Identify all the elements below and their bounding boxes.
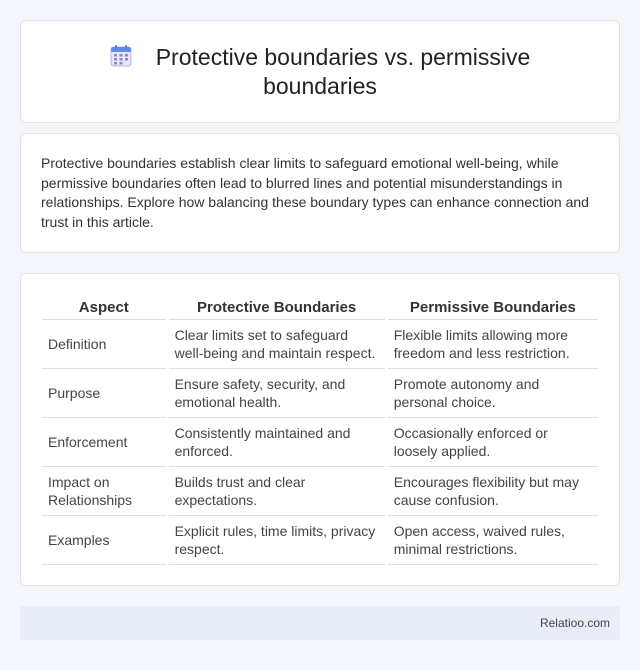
title-card xyxy=(20,20,620,123)
table-row xyxy=(42,369,598,418)
intro-text: Protective boundaries establish clear limits to safeguard emotional well-being, while permissive boundaries often lead to blurred lines and potential misunderstandings in relationships. Explore how balancing these boundary types can enhance connection and trust in this article. xyxy=(41,155,589,230)
comparison-table-card xyxy=(20,273,620,586)
row-aspect: Enforcement xyxy=(42,418,166,467)
row-aspect: Examples xyxy=(42,516,166,565)
row-protective: Clear limits set to safeguard well-being and maintain respect. xyxy=(169,320,385,369)
row-protective: Ensure safety, security, and emotional health. xyxy=(169,369,385,418)
row-protective: Consistently maintained and enforced. xyxy=(169,418,385,467)
row-protective: Builds trust and clear expectations. xyxy=(169,467,385,516)
header-permissive: Permissive Boundaries xyxy=(388,292,598,320)
row-aspect: Purpose xyxy=(42,369,166,418)
row-permissive: Occasionally enforced or loosely applied. xyxy=(388,418,598,467)
comparison-table xyxy=(39,292,601,565)
table-header-row xyxy=(42,292,598,320)
table-row xyxy=(42,418,598,467)
table-row xyxy=(42,516,598,565)
header-protective: Protective Boundaries xyxy=(169,292,385,320)
row-aspect: Impact on Relationships xyxy=(42,467,166,516)
row-permissive: Flexible limits allowing more freedom and less restriction. xyxy=(388,320,598,369)
header-aspect: Aspect xyxy=(42,292,166,320)
row-permissive: Open access, waived rules, minimal restrictions. xyxy=(388,516,598,565)
row-permissive: Promote autonomy and personal choice. xyxy=(388,369,598,418)
page-title-text: Protective boundaries vs. permissive boundaries xyxy=(155,43,531,99)
row-protective: Explicit rules, time limits, privacy respect. xyxy=(169,516,385,565)
footer-brand-link[interactable]: Relatioo.com xyxy=(539,616,610,630)
table-row xyxy=(42,320,598,369)
table-row xyxy=(42,467,598,516)
footer xyxy=(20,606,620,640)
page-title xyxy=(61,43,579,101)
calendar-icon xyxy=(110,45,132,67)
intro-card xyxy=(20,133,620,253)
row-aspect: Definition xyxy=(42,320,166,369)
row-permissive: Encourages flexibility but may cause confusion. xyxy=(388,467,598,516)
